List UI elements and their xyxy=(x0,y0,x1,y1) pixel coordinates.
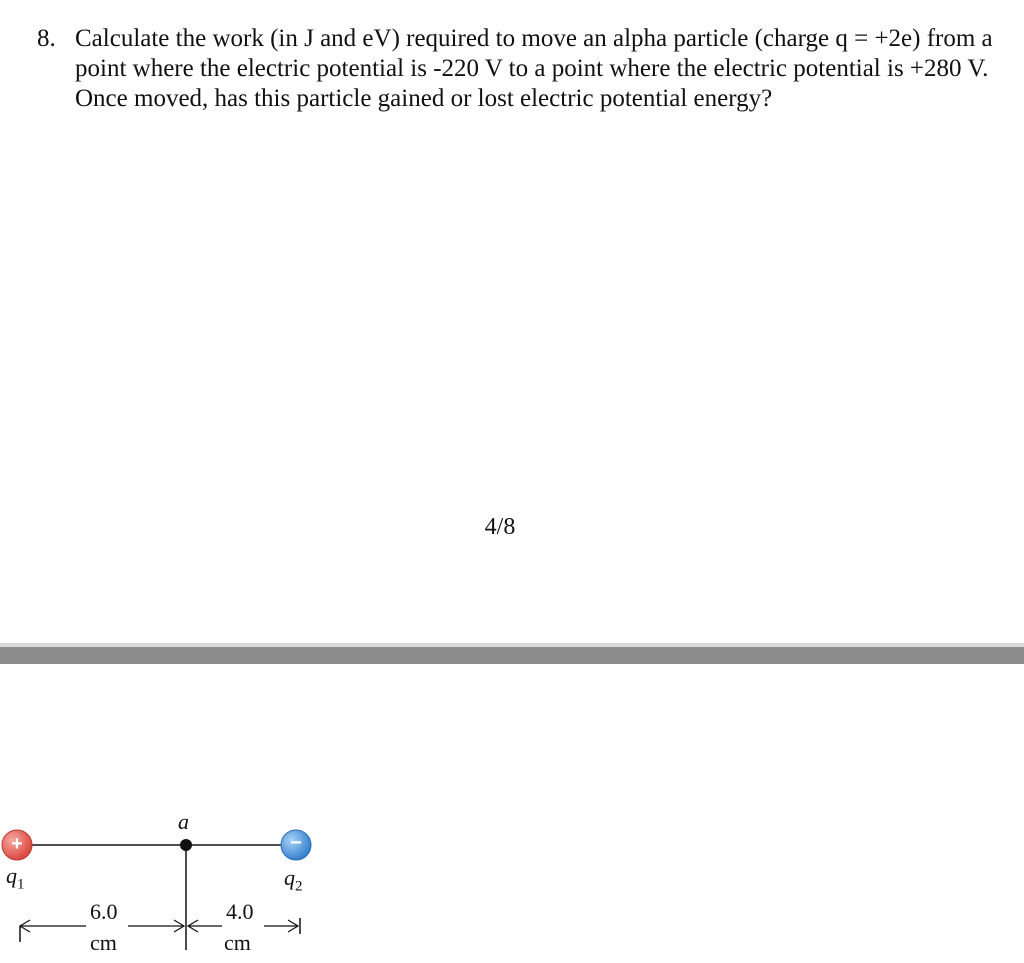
distance-2-value: 4.0 xyxy=(226,899,254,924)
q1-label: $q_1$ xyxy=(6,863,25,893)
question-text: Calculate the work (in J and eV) required to move an alpha particle (charge q = +2e) from a point where the electric potential is -220 V to a point where the electric potential is +280 V. Once moved, has this particle gained or lost electric potential energy? xyxy=(75,25,993,112)
q2-sign: − xyxy=(290,832,302,854)
point-a-dot xyxy=(180,839,192,851)
question-number: 8. xyxy=(37,25,56,52)
page-separator xyxy=(0,647,1024,664)
charge-diagram xyxy=(0,800,340,963)
distance-2-unit: cm xyxy=(224,930,251,955)
page-indicator: 4/8 xyxy=(484,514,516,540)
q1-sign: + xyxy=(11,833,23,855)
q2-label: $q_2$ xyxy=(284,865,303,895)
distance-1-unit: cm xyxy=(90,930,117,955)
distance-1-value: 6.0 xyxy=(90,899,118,924)
point-a-label: a xyxy=(178,809,189,834)
question-block xyxy=(37,24,997,114)
